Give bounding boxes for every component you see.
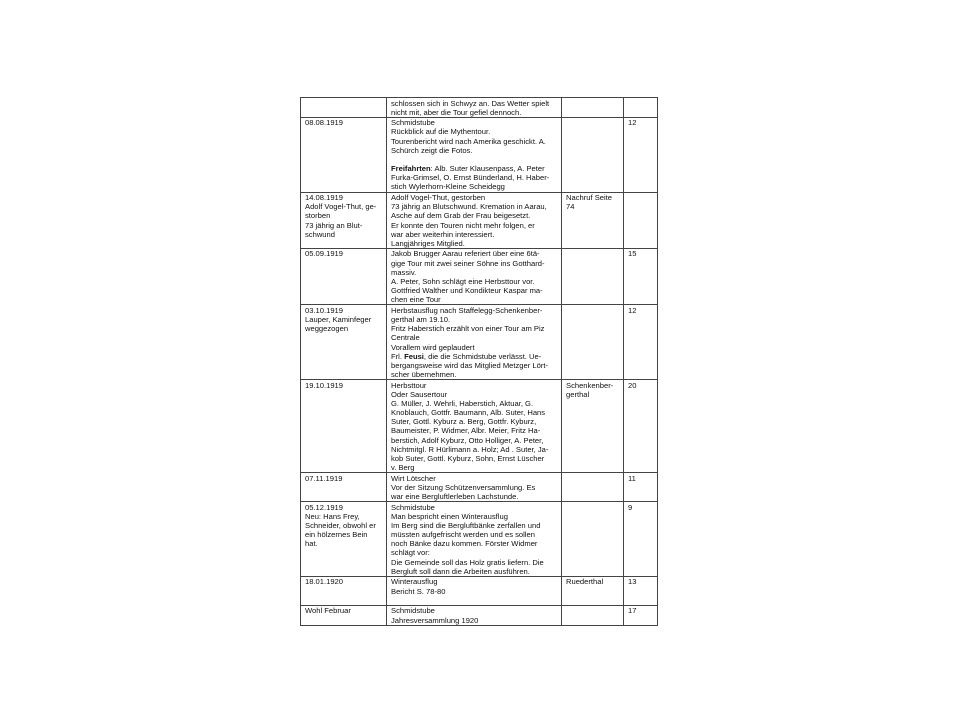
date-line: 14.08.1919: [305, 193, 344, 203]
page-number: [628, 193, 654, 202]
place-cell: [562, 473, 624, 502]
text-segment: chen eine Tour: [391, 295, 441, 305]
content-line: [391, 249, 558, 258]
content-line: [391, 137, 558, 146]
date-line: schwund: [305, 229, 335, 239]
page-cell: [624, 305, 658, 380]
content-cell: [387, 502, 562, 577]
text-segment: Im Berg sind die Bergluftbänke zerfallen und: [391, 521, 541, 531]
place-cell: [562, 248, 624, 304]
text-segment: Bericht S. 78-80: [391, 586, 446, 596]
place-cell: [562, 502, 624, 577]
text-segment: A. Peter, Sohn schlägt eine Herbsttour vor.: [391, 276, 535, 286]
content-line: [391, 417, 558, 426]
content-line: [391, 436, 558, 445]
place-cell: [562, 380, 624, 473]
content-cell: [387, 192, 562, 248]
text-segment: bergangsweise wird das Mitglied Metzger Lört-: [391, 360, 549, 370]
text-segment: Gottfried Walther und Kondikteur Kaspar ma-: [391, 286, 543, 296]
text-segment: Winterausflug: [391, 577, 438, 587]
content-line: [391, 454, 558, 463]
place-cell: [562, 98, 624, 118]
content-line: [391, 277, 558, 286]
text-segment: stich Wylerhorn-Kleine Scheidegg: [391, 182, 505, 192]
content-line: [391, 239, 558, 248]
text-segment: Vor der Sitzung Schützenversammlung. Es: [391, 482, 536, 492]
date-line: 08.08.1919: [305, 118, 344, 128]
content-line: [391, 539, 558, 548]
content-line: [391, 370, 558, 379]
date-line: Neu: Hans Frey,: [305, 511, 360, 521]
page-number: 12: [628, 305, 637, 315]
text-segment: gerthal am 19.10.: [391, 315, 451, 325]
content-line: [391, 164, 558, 173]
table-row: [301, 98, 658, 118]
text-segment: schlägt vor:: [391, 548, 430, 558]
table-row: [301, 192, 658, 248]
content-line: [391, 333, 558, 342]
text-segment: Bergluft soll dann die Arbeiten ausführen.: [391, 566, 530, 576]
content-line: [391, 315, 558, 324]
text-segment: Herbsttour: [391, 380, 427, 390]
content-cell: [387, 576, 562, 605]
date-cell: [301, 576, 387, 605]
text-segment: müssten aufgefrischt werden und es sollen: [391, 530, 535, 540]
content-cell: [387, 473, 562, 502]
content-line: [391, 99, 558, 108]
text-segment: Herbstausflug nach Staffelegg-Schenkenber-: [391, 305, 543, 315]
content-line: [391, 577, 558, 586]
date-line: 19.10.1919: [305, 380, 344, 390]
date-line: 03.10.1919: [305, 305, 344, 315]
content-cell: [387, 117, 562, 192]
place-line: Nachruf Seite: [566, 193, 613, 203]
document-page: [300, 97, 657, 626]
content-line: [391, 343, 558, 352]
page-cell: [624, 117, 658, 192]
content-line: [391, 182, 558, 191]
content-line: [391, 492, 558, 501]
date-cell: [301, 380, 387, 473]
text-segment: G. Müller, J. Wehrli, Haberstich, Aktuar, G.: [391, 398, 534, 408]
page-cell: [624, 605, 658, 625]
content-line: [391, 606, 558, 615]
text-segment: Nichtmitgl. R Hürlimann a. Holz; Ad . Suter, Ja-: [391, 444, 549, 454]
content-line: [391, 521, 558, 530]
text-segment: scher übernehmen.: [391, 370, 457, 380]
text-segment: Schürch zeigt die Fotos.: [391, 145, 473, 155]
date-cell: [301, 605, 387, 625]
content-line: [391, 286, 558, 295]
date-line: Lauper, Kaminfeger: [305, 315, 372, 325]
page-cell: [624, 502, 658, 577]
place-line: 74: [566, 202, 575, 212]
page-number: [628, 99, 654, 108]
content-line: [391, 268, 558, 277]
text-segment: schlossen sich in Schwyz an. Das Wetter spielt: [391, 98, 550, 108]
content-line: [391, 108, 558, 117]
text-segment: Wirt Lötscher: [391, 473, 436, 483]
content-line: [391, 503, 558, 512]
table-row: [301, 502, 658, 577]
text-segment: Schmidstube: [391, 606, 435, 616]
content-line: [391, 202, 558, 211]
content-line: [391, 558, 558, 567]
text-segment: Furka-Grimsel, O. Ernst Bünderland, H. Haber-: [391, 173, 550, 183]
place-cell: [562, 192, 624, 248]
bold-segment: Feusi: [404, 351, 424, 361]
content-line: [391, 399, 558, 408]
content-line: [391, 567, 558, 576]
date-cell: [301, 248, 387, 304]
content-line: [391, 352, 558, 361]
content-cell: [387, 605, 562, 625]
text-segment: gige Tour mit zwei seiner Söhne ins Gotthard-: [391, 258, 545, 268]
date-line: Wohl Februar: [305, 606, 351, 616]
content-cell: [387, 98, 562, 118]
text-segment: Jahresversammlung 1920: [391, 615, 479, 625]
text-segment: Langjähriges Mitglied.: [391, 238, 465, 248]
text-segment: Er konnte den Touren nicht mehr folgen, er: [391, 220, 535, 230]
date-cell: [301, 305, 387, 380]
place-line: Ruederthal: [566, 577, 604, 587]
content-line: [391, 146, 558, 155]
date-line: 18.01.1920: [305, 577, 344, 587]
text-segment: Rückblick auf die Mythentour.: [391, 127, 491, 137]
content-line: [391, 221, 558, 230]
date-cell: [301, 502, 387, 577]
content-line: [391, 596, 558, 605]
content-line: [391, 390, 558, 399]
page-number: 15: [628, 249, 637, 259]
text-segment: v. Berg: [391, 463, 415, 473]
content-line: [391, 155, 558, 164]
date-cell: [301, 473, 387, 502]
text-segment: Asche auf dem Grab der Frau beigesetzt.: [391, 211, 531, 221]
page-cell: [624, 473, 658, 502]
date-line: 07.11.1919: [305, 473, 343, 483]
text-segment: Jakob Brugger Aarau referiert über eine 6tä-: [391, 249, 540, 259]
content-line: [391, 259, 558, 268]
content-line: [391, 587, 558, 596]
text-segment: Die Gemeinde soll das Holz gratis liefern. Die: [391, 557, 544, 567]
content-line: [391, 211, 558, 220]
text-segment: Fritz Haberstich erzählt von einer Tour am Piz: [391, 324, 545, 334]
page-number: 11: [628, 473, 636, 483]
date-cell: [301, 117, 387, 192]
content-line: [391, 295, 558, 304]
date-line: Schneider, obwohl er: [305, 521, 376, 531]
text-segment: Adolf Vogel-Thut, gestorben: [391, 193, 486, 203]
text-segment: massiv.: [391, 267, 417, 277]
content-line: [391, 616, 558, 625]
content-line: [391, 118, 558, 127]
date-cell: [301, 192, 387, 248]
page-cell: [624, 98, 658, 118]
table-row: [301, 117, 658, 192]
table-body: [301, 98, 658, 626]
page-number: 12: [628, 118, 637, 128]
text-segment: Man bespricht einen Winterausflug: [391, 511, 508, 521]
content-line: [391, 173, 558, 182]
text-segment: Frl.: [391, 351, 405, 361]
page-cell: [624, 576, 658, 605]
text-segment: Schmidstube: [391, 118, 435, 128]
text-segment: Baumeister, P. Widmer, Albr. Meier, Fritz Ha-: [391, 426, 541, 436]
chronicle-table: [300, 97, 658, 626]
content-line: [391, 306, 558, 315]
content-line: [391, 530, 558, 539]
page-number: 20: [628, 380, 637, 390]
content-cell: [387, 305, 562, 380]
content-line: [391, 445, 558, 454]
table-row: [301, 576, 658, 605]
text-segment: noch Bänke dazu kommen. Förster Widmer: [391, 539, 538, 549]
place-line: Schenkenber-: [566, 380, 614, 390]
content-line: [391, 426, 558, 435]
place-cell: [562, 605, 624, 625]
text-segment: nicht mit, aber die Tour gefiel dennoch.: [391, 107, 522, 117]
text-segment: Vorallem wird geplaudert: [391, 342, 475, 352]
text-segment: Schmidstube: [391, 502, 435, 512]
date-cell: [301, 98, 387, 118]
date-line: 05.09.1919: [305, 249, 344, 259]
place-cell: [562, 117, 624, 192]
content-line: [391, 361, 558, 370]
date-line: storben: [305, 211, 331, 221]
date-line: ein hölzernes Bein: [305, 530, 368, 540]
content-line: [391, 483, 558, 492]
date-line: hat.: [305, 539, 318, 549]
place-cell: [562, 576, 624, 605]
place-line: gerthal: [566, 389, 590, 399]
content-line: [391, 127, 558, 136]
content-line: [391, 230, 558, 239]
content-line: [391, 463, 558, 472]
text-segment: war aber weiterhin interessiert.: [391, 229, 495, 239]
content-line: [391, 381, 558, 390]
text-segment: 73 jährig an Blutschwund. Kremation in Aarau,: [391, 202, 547, 212]
page-number: 13: [628, 577, 637, 587]
text-segment: Tourenbericht wird nach Amerika geschickt. A.: [391, 136, 546, 146]
content-line: [391, 193, 558, 202]
text-segment: kob Suter, Gottl. Kyburz, Sohn, Ernst Lüscher: [391, 453, 545, 463]
content-cell: [387, 248, 562, 304]
text-segment: berstich, Adolf Kyburz, Otto Holliger, A. Peter,: [391, 435, 544, 445]
table-row: [301, 380, 658, 473]
date-line: weggezogen: [305, 324, 349, 334]
page-number: 17: [628, 606, 637, 616]
text-segment: Centrale: [391, 333, 420, 343]
bold-segment: Freifahrten: [391, 164, 431, 174]
content-line: [391, 474, 558, 483]
page-number: 9: [628, 502, 633, 512]
place-cell: [562, 305, 624, 380]
text-segment: , die die Schmidstube verlässt. Ue-: [423, 351, 542, 361]
text-segment: : Alb. Suter Klausenpass, A. Peter: [430, 164, 545, 174]
text-segment: Knoblauch, Gottfr. Baumann, Alb. Suter, Hans: [391, 408, 546, 418]
content-line: [391, 408, 558, 417]
content-cell: [387, 380, 562, 473]
text-segment: Suter, Gottl. Kyburz a. Berg, Gottfr. Kyburz,: [391, 417, 537, 427]
text-segment: war eine Bergluftlerleben Lachstunde.: [391, 492, 519, 502]
content-line: [391, 548, 558, 557]
table-row: [301, 305, 658, 380]
table-row: [301, 473, 658, 502]
content-line: [391, 324, 558, 333]
content-line: [391, 512, 558, 521]
date-line: 73 jährig an Blut-: [305, 220, 363, 230]
page-cell: [624, 248, 658, 304]
page-cell: [624, 380, 658, 473]
table-row: [301, 605, 658, 625]
page-cell: [624, 192, 658, 248]
table-row: [301, 248, 658, 304]
date-line: Adolf Vogel-Thut, ge-: [305, 202, 377, 212]
date-line: 05.12.1919: [305, 502, 344, 512]
text-segment: Oder Sausertour: [391, 389, 448, 399]
